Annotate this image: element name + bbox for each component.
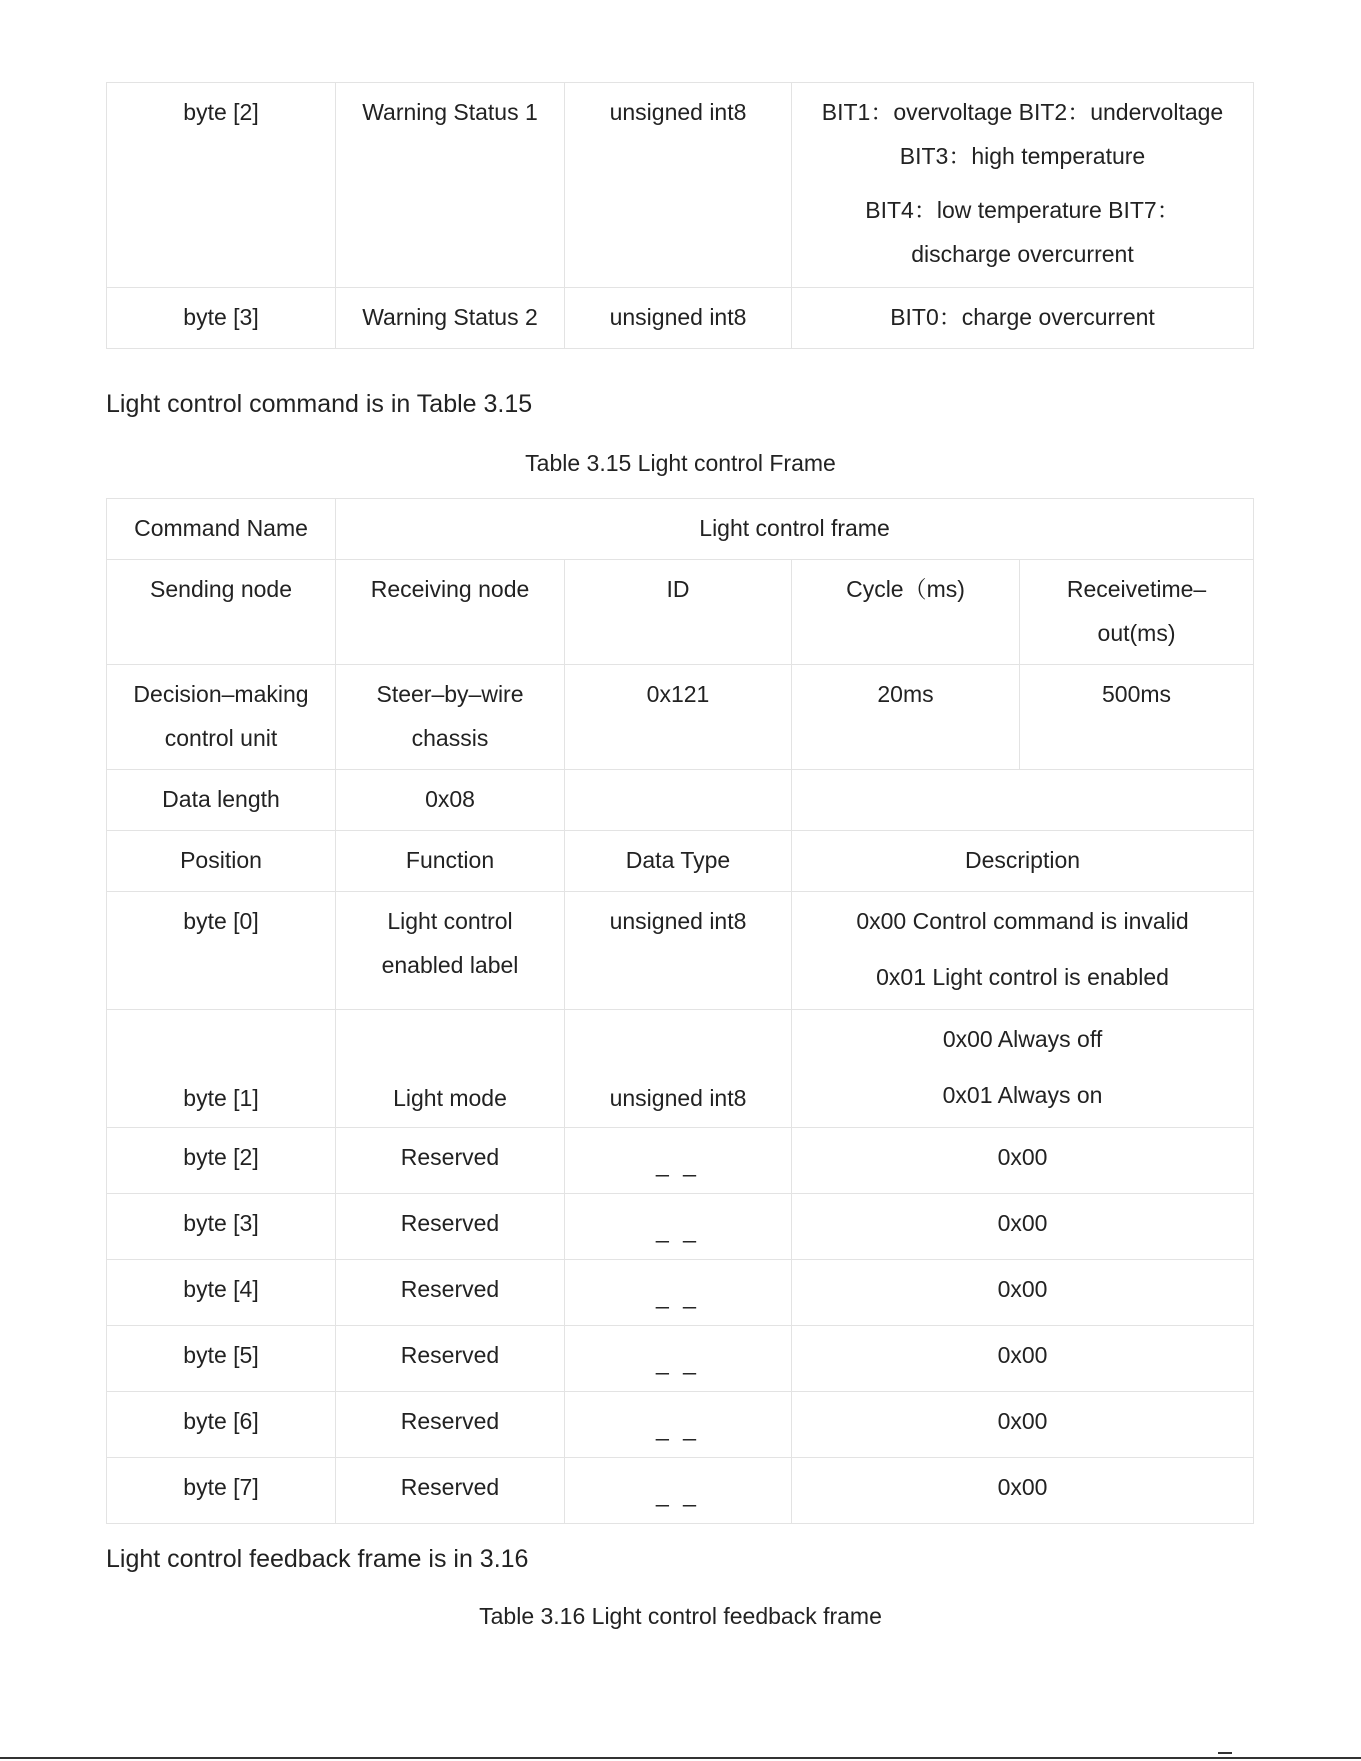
cell-type: unsigned int8 bbox=[565, 288, 792, 349]
cell: Reserved bbox=[336, 1458, 565, 1524]
cell: 0x00 bbox=[792, 1260, 1254, 1326]
cell: 500ms bbox=[1020, 665, 1254, 770]
header-line: Receivetime– bbox=[1066, 576, 1207, 602]
cell: _ _ bbox=[565, 1326, 792, 1392]
status-table bbox=[106, 82, 1254, 349]
header-line: out(ms) bbox=[1097, 620, 1176, 646]
cell: unsigned int8 bbox=[565, 892, 792, 1010]
cell-empty bbox=[792, 770, 1254, 831]
light-control-table bbox=[106, 498, 1254, 1524]
cell-line: Decision–making bbox=[133, 681, 309, 707]
cell: 0x00 bbox=[792, 1194, 1254, 1260]
cell: Reserved bbox=[336, 1128, 565, 1194]
cell-line: Light control bbox=[387, 908, 513, 934]
cell: 0x00 bbox=[792, 1128, 1254, 1194]
table-header-row bbox=[107, 831, 1254, 892]
cell: _ _ bbox=[565, 1392, 792, 1458]
table-row bbox=[107, 1392, 1254, 1458]
table-row bbox=[107, 1010, 1254, 1128]
cell-line: enabled label bbox=[381, 952, 519, 978]
paragraph: Light control feedback frame is in 3.16 bbox=[106, 1545, 529, 1573]
cell: 0x00 bbox=[792, 1326, 1254, 1392]
cell-line: chassis bbox=[411, 725, 489, 751]
cell-function: Warning Status 2 bbox=[336, 288, 565, 349]
footer-mark bbox=[1218, 1752, 1232, 1754]
cell bbox=[792, 1010, 1254, 1128]
cell-function: Warning Status 1 bbox=[336, 83, 565, 288]
header-cell: Position bbox=[107, 831, 336, 892]
header-cell: Description bbox=[792, 831, 1254, 892]
desc-line: BIT1：overvoltage BIT2：undervoltage bbox=[821, 99, 1224, 125]
cell-line: 0x00 Control command is invalid bbox=[856, 908, 1189, 934]
table-row bbox=[107, 1194, 1254, 1260]
cell: _ _ bbox=[565, 1260, 792, 1326]
cell: 0x121 bbox=[565, 665, 792, 770]
table-row bbox=[107, 499, 1254, 560]
cell: byte [1] bbox=[107, 1010, 336, 1128]
table-row bbox=[107, 1128, 1254, 1194]
cell-position: byte [2] bbox=[107, 83, 336, 288]
header-cell: ID bbox=[565, 560, 792, 665]
cell bbox=[336, 892, 565, 1010]
cell: byte [6] bbox=[107, 1392, 336, 1458]
cell-line: 0x01 Light control is enabled bbox=[876, 964, 1169, 990]
cell-label: Command Name bbox=[107, 499, 336, 560]
desc-line: BIT3：high temperature bbox=[899, 143, 1146, 169]
cell-type: unsigned int8 bbox=[565, 83, 792, 288]
cell bbox=[107, 665, 336, 770]
header-cell bbox=[1020, 560, 1254, 665]
cell: 0x00 bbox=[792, 1392, 1254, 1458]
cell: 0x00 bbox=[792, 1458, 1254, 1524]
cell bbox=[336, 665, 565, 770]
cell-empty bbox=[565, 770, 792, 831]
table-caption: Table 3.16 Light control feedback frame bbox=[479, 1603, 882, 1629]
cell: byte [7] bbox=[107, 1458, 336, 1524]
cell-value: 0x08 bbox=[336, 770, 565, 831]
table-row bbox=[107, 288, 1254, 349]
header-cell: Cycle（ms) bbox=[792, 560, 1020, 665]
cell: Reserved bbox=[336, 1260, 565, 1326]
table-row bbox=[107, 1326, 1254, 1392]
table-row bbox=[107, 770, 1254, 831]
cell: Reserved bbox=[336, 1392, 565, 1458]
header-cell: Receiving node bbox=[336, 560, 565, 665]
table-row bbox=[107, 665, 1254, 770]
cell-line: 0x00 Always off bbox=[942, 1026, 1103, 1052]
header-cell: Sending node bbox=[107, 560, 336, 665]
desc-line: BIT4：low temperature BIT7： bbox=[865, 197, 1180, 223]
cell-line: 0x01 Always on bbox=[942, 1082, 1103, 1108]
cell-description bbox=[792, 83, 1254, 288]
cell-line: Steer–by–wire bbox=[376, 681, 524, 707]
cell: byte [5] bbox=[107, 1326, 336, 1392]
cell: Reserved bbox=[336, 1194, 565, 1260]
table-caption: Table 3.15 Light control Frame bbox=[525, 450, 836, 476]
footer-rule bbox=[0, 1757, 1361, 1759]
table-row bbox=[107, 1458, 1254, 1524]
cell: _ _ bbox=[565, 1194, 792, 1260]
cell-label: Data length bbox=[107, 770, 336, 831]
desc-line: discharge overcurrent bbox=[911, 241, 1134, 267]
header-cell: Data Type bbox=[565, 831, 792, 892]
cell: byte [0] bbox=[107, 892, 336, 1010]
table-row bbox=[107, 1260, 1254, 1326]
cell-position: byte [3] bbox=[107, 288, 336, 349]
cell-description: BIT0：charge overcurrent bbox=[792, 288, 1254, 349]
cell: Light mode bbox=[336, 1010, 565, 1128]
cell: byte [4] bbox=[107, 1260, 336, 1326]
cell: byte [3] bbox=[107, 1194, 336, 1260]
table-header-row bbox=[107, 560, 1254, 665]
cell bbox=[792, 892, 1254, 1010]
cell: 20ms bbox=[792, 665, 1020, 770]
table-row bbox=[107, 83, 1254, 288]
cell: _ _ bbox=[565, 1128, 792, 1194]
header-cell: Function bbox=[336, 831, 565, 892]
cell-value: Light control frame bbox=[336, 499, 1254, 560]
cell-line: control unit bbox=[164, 725, 278, 751]
paragraph: Light control command is in Table 3.15 bbox=[106, 390, 533, 418]
cell: byte [2] bbox=[107, 1128, 336, 1194]
cell: Reserved bbox=[336, 1326, 565, 1392]
table-row bbox=[107, 892, 1254, 1010]
cell: unsigned int8 bbox=[565, 1010, 792, 1128]
cell: _ _ bbox=[565, 1458, 792, 1524]
